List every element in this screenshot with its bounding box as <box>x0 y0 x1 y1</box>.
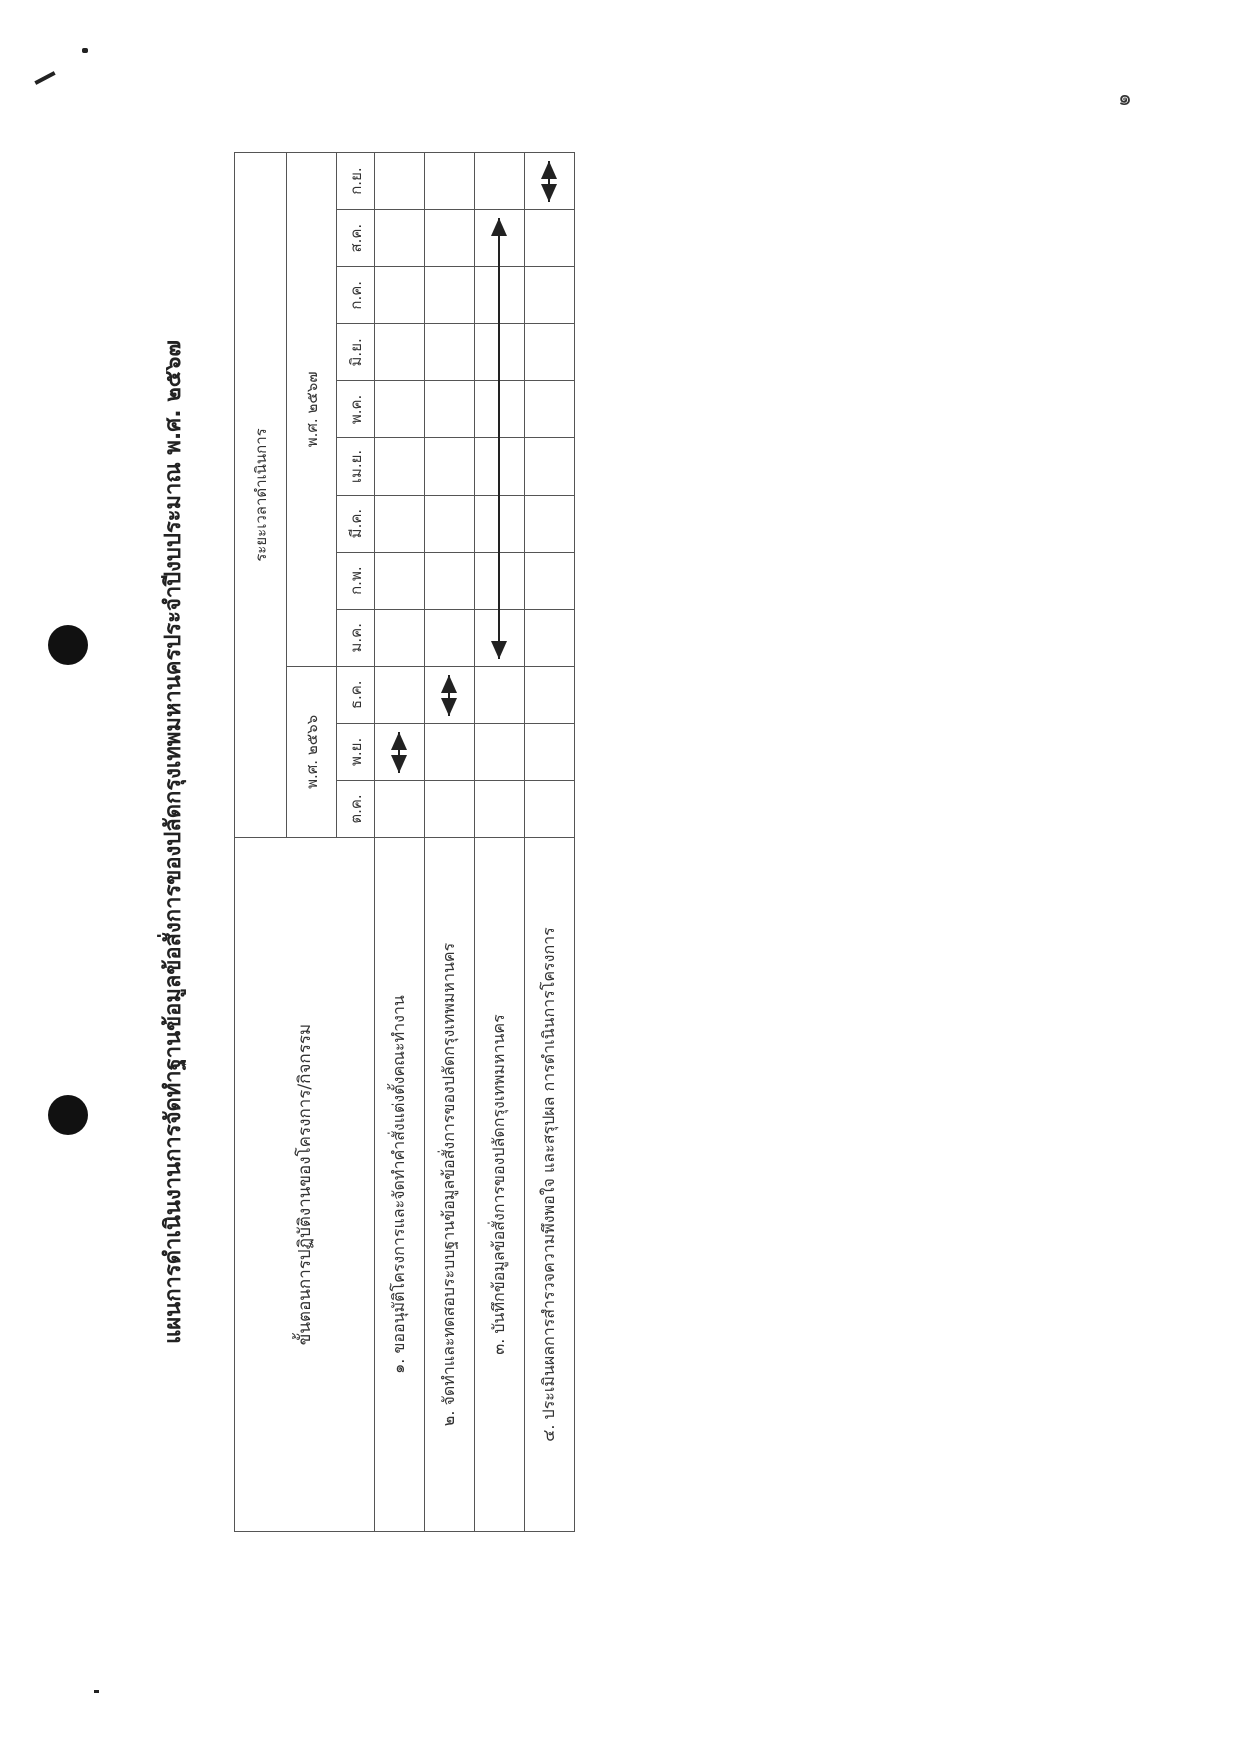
schedule-cell <box>375 723 425 780</box>
month-header: พ.ย. <box>337 723 375 780</box>
schedule-cell <box>375 780 425 837</box>
schedule-cell <box>475 552 525 609</box>
month-header: ม.ค. <box>337 609 375 666</box>
schedule-cell <box>425 666 475 723</box>
schedule-cell <box>525 609 575 666</box>
schedule-cell <box>475 153 525 210</box>
schedule-cell <box>425 210 475 267</box>
table-row <box>475 153 525 1532</box>
month-header: พ.ค. <box>337 381 375 438</box>
schedule-cell <box>525 153 575 210</box>
table-row <box>375 153 425 1532</box>
rotated-document <box>150 132 580 1552</box>
schedule-cell <box>525 438 575 495</box>
schedule-cell <box>375 438 425 495</box>
step-label: ๓. บันทึกข้อมูลข้อสั่งการของปลัดกรุงเทพมหานคร <box>475 838 525 1532</box>
schedule-cell <box>425 267 475 324</box>
schedule-cell <box>525 381 575 438</box>
schedule-cell <box>525 723 575 780</box>
month-header: ก.ค. <box>337 267 375 324</box>
schedule-cell <box>375 609 425 666</box>
table-row <box>525 153 575 1532</box>
schedule-cell <box>375 495 425 552</box>
schedule-cell <box>375 666 425 723</box>
scan-mark <box>94 1690 99 1693</box>
schedule-cell <box>525 324 575 381</box>
document-title: แผนการดำเนินงานการจัดทำฐานข้อมูลข้อสั่งการของปลัดกรุงเทพมหานครประจำปีงบประมาณ พ.ศ. ๒๕๖๗ <box>161 340 186 1344</box>
schedule-cell <box>475 210 525 267</box>
month-header: ธ.ค. <box>337 666 375 723</box>
schedule-cell <box>525 552 575 609</box>
period-header: ระยะเวลาดำเนินการ <box>235 153 287 838</box>
schedule-cell <box>475 609 525 666</box>
schedule-cell <box>425 609 475 666</box>
schedule-cell <box>425 780 475 837</box>
month-header: มี.ค. <box>337 495 375 552</box>
schedule-cell <box>475 267 525 324</box>
schedule-cell <box>425 324 475 381</box>
schedule-cell <box>475 723 525 780</box>
year-header: พ.ศ. ๒๕๖๖ <box>287 666 337 837</box>
schedule-cell <box>375 552 425 609</box>
schedule-cell <box>425 495 475 552</box>
steps-header: ขั้นตอนการปฏิบัติงานของโครงการ/กิจกรรม <box>235 838 375 1532</box>
schedule-cell <box>475 780 525 837</box>
schedule-cell <box>425 381 475 438</box>
month-header: มิ.ย. <box>337 324 375 381</box>
schedule-cell <box>475 495 525 552</box>
schedule-cell <box>525 210 575 267</box>
scan-mark <box>82 48 88 53</box>
month-header: เม.ย. <box>337 438 375 495</box>
schedule-cell <box>475 438 525 495</box>
schedule-cell <box>475 666 525 723</box>
table-row <box>425 153 475 1532</box>
schedule-cell <box>425 723 475 780</box>
schedule-cell <box>375 267 425 324</box>
step-label: ๔. ประเมินผลการสำรวจความพึงพอใจ และสรุปผล การดำเนินการโครงการ <box>525 838 575 1532</box>
schedule-cell <box>425 153 475 210</box>
month-header: ก.พ. <box>337 552 375 609</box>
schedule-cell <box>375 210 425 267</box>
page-number: ๑ <box>1118 86 1132 111</box>
month-header: ส.ค. <box>337 210 375 267</box>
schedule-cell <box>375 324 425 381</box>
schedule-cell <box>525 780 575 837</box>
schedule-cell <box>525 495 575 552</box>
month-header: ต.ค. <box>337 780 375 837</box>
schedule-cell <box>425 552 475 609</box>
plan-table <box>234 152 575 1532</box>
month-header: ก.ย. <box>337 153 375 210</box>
schedule-cell <box>375 153 425 210</box>
schedule-cell <box>525 666 575 723</box>
year-header: พ.ศ. ๒๕๖๗ <box>287 153 337 667</box>
step-label: ๑. ขออนุมัติโครงการและจัดทำคำสั่งแต่งตั้งคณะทำงาน <box>375 838 425 1532</box>
punch-hole <box>48 625 88 665</box>
schedule-cell <box>425 438 475 495</box>
scan-mark <box>34 71 55 85</box>
schedule-cell <box>525 267 575 324</box>
schedule-cell <box>475 381 525 438</box>
punch-hole <box>48 1095 88 1135</box>
schedule-cell <box>375 381 425 438</box>
schedule-cell <box>475 324 525 381</box>
step-label: ๒. จัดทำและทดสอบระบบฐานข้อมูลข้อสั่งการของปลัดกรุงเทพมหานคร <box>425 838 475 1532</box>
